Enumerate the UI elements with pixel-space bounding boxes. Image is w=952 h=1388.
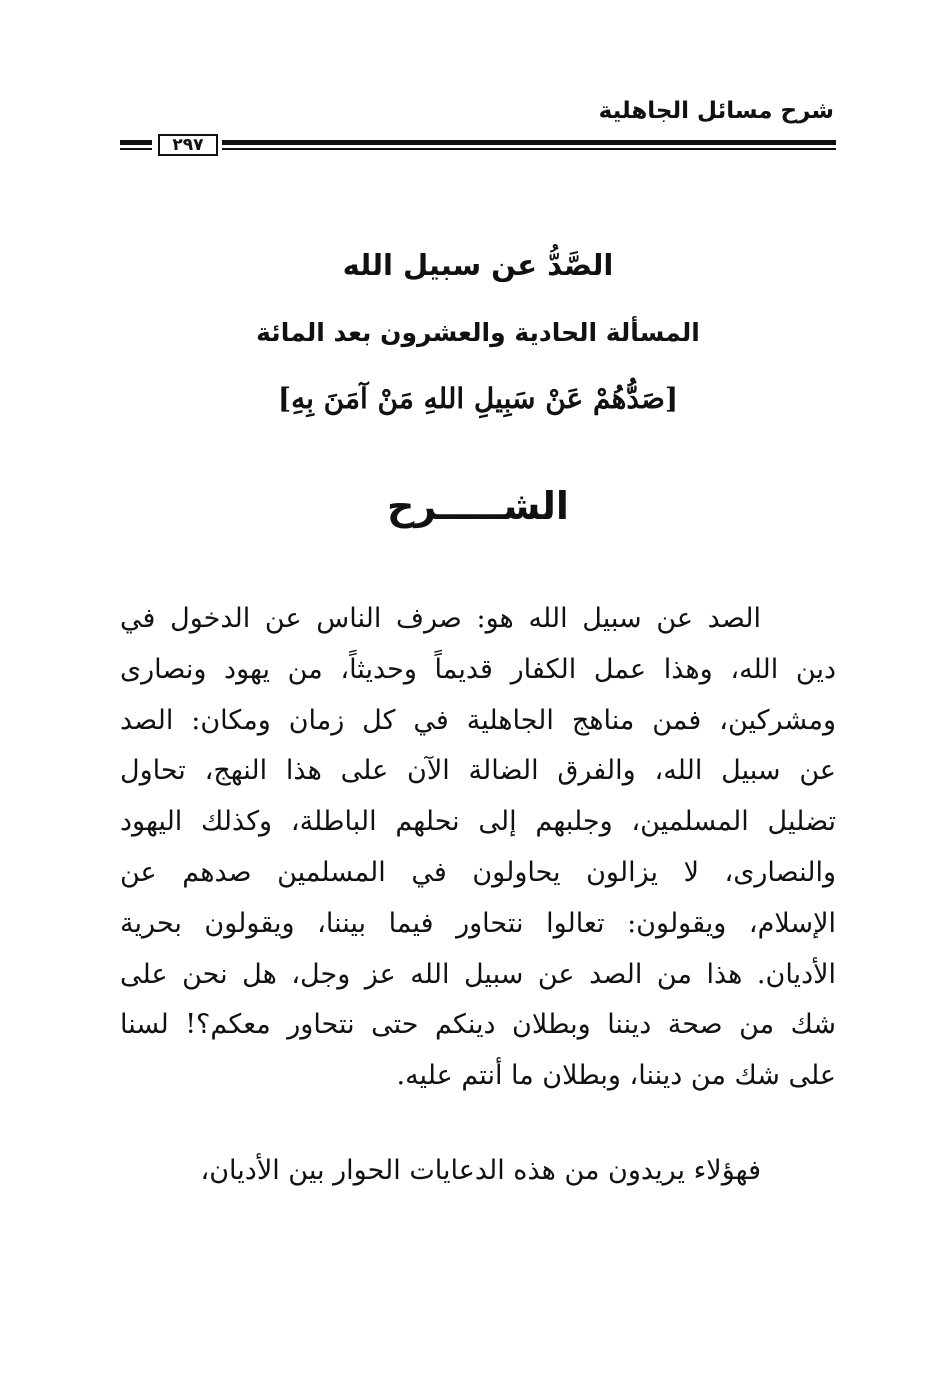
paragraph-line: شك من صحة ديننا وبطلان دينكم حتى نتحاور معكم؟! لسنا (120, 1009, 836, 1041)
paragraph-line: عن سبيل الله، والفرق الضالة الآن على هذا النهج، تحاول (120, 755, 836, 787)
paragraph-line: تضليل المسلمين، وجلبهم إلى نحلهم الباطلة، وكذلك اليهود (120, 806, 836, 838)
issue-title: المسألة الحادية والعشرون بعد المائة (256, 318, 700, 347)
paragraph-line: والنصارى، لا يزالون يحاولون في المسلمين صدهم عن (120, 856, 836, 888)
running-header-title: شرح مسائل الجاهلية (598, 98, 834, 124)
paragraph-line: الأديان. هذا من الصد عن سبيل الله عز وجل، هل نحن على (120, 958, 836, 990)
rule-line-thick (222, 140, 836, 145)
section-heading: الشـــــرح (387, 484, 569, 528)
header-rule (120, 134, 836, 154)
paragraph-line: دين الله، وهذا عمل الكفار قديماً وحديثاً، من يهود ونصارى (120, 653, 836, 685)
paragraph-line: الإسلام، ويقولون: تعالوا نتحاور فيما بيننا، ويقولون بحرية (120, 907, 836, 939)
page-number: ٢٩٧ (158, 134, 218, 156)
rule-line-thin (222, 148, 836, 150)
paragraph-line: ومشركين، فمن مناهج الجاهلية في كل زمان ومكان: الصد (120, 704, 836, 736)
chapter-title: الصَّدُّ عن سبيل الله (342, 248, 614, 282)
rule-stub-thick (120, 140, 152, 145)
rule-stub-thin (120, 148, 152, 150)
verse-quote: [صَدُّهُمْ عَنْ سَبِيلِ اللهِ مَنْ آمَنَ بِهِ] (277, 382, 679, 415)
paragraph-line: على شك من ديننا، وبطلان ما أنتم عليه. (396, 1060, 836, 1092)
paragraph-line: الصد عن سبيل الله هو: صرف الناس عن الدخول في (120, 603, 761, 634)
paragraph-1 (120, 594, 836, 1102)
paragraph-2: فهؤلاء يريدون من هذه الدعايات الحوار بين الأديان، (200, 1155, 761, 1186)
